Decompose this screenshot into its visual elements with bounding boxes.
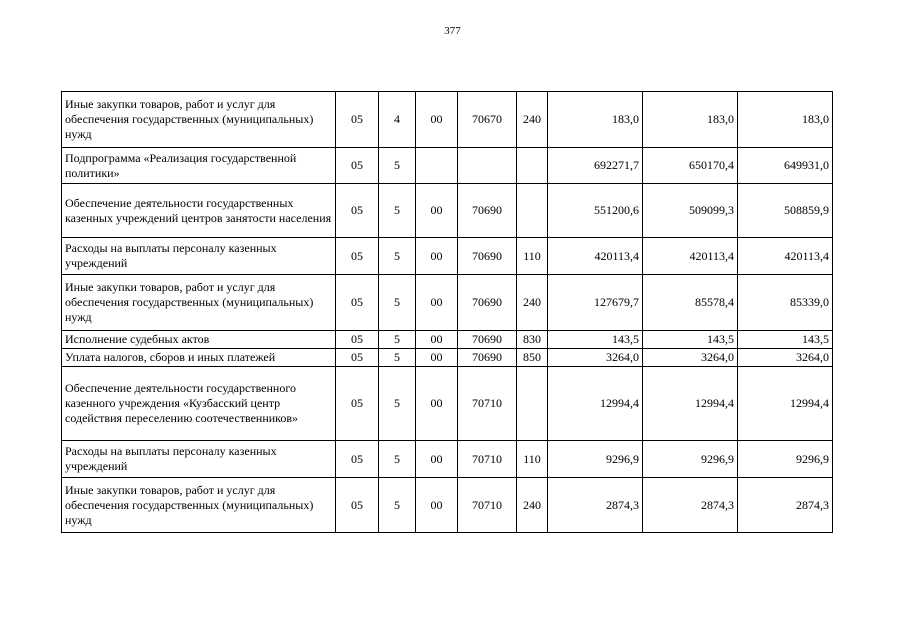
expense-type-cell: 240 bbox=[517, 478, 548, 533]
amount-cell-1: 183,0 bbox=[548, 92, 643, 148]
subsection-cell: 4 bbox=[379, 92, 416, 148]
direction-code-cell: 70690 bbox=[458, 331, 517, 349]
program-code-cell: 00 bbox=[416, 184, 458, 238]
table-row bbox=[62, 331, 833, 349]
expense-type-cell: 830 bbox=[517, 331, 548, 349]
program-code-cell: 00 bbox=[416, 367, 458, 441]
amount-cell-1: 143,5 bbox=[548, 331, 643, 349]
section-cell: 05 bbox=[336, 275, 379, 331]
amount-cell-1: 420113,4 bbox=[548, 238, 643, 275]
expense-type-cell bbox=[517, 184, 548, 238]
row-name-cell: Исполнение судебных актов bbox=[62, 331, 336, 349]
amount-cell-2: 143,5 bbox=[643, 331, 738, 349]
amount-cell-2: 85578,4 bbox=[643, 275, 738, 331]
amount-cell-1: 9296,9 bbox=[548, 441, 643, 478]
amount-cell-2: 509099,3 bbox=[643, 184, 738, 238]
section-cell: 05 bbox=[336, 148, 379, 184]
expense-type-cell bbox=[517, 148, 548, 184]
subsection-cell: 5 bbox=[379, 238, 416, 275]
row-name-cell: Подпрограмма «Реализация государственной политики» bbox=[62, 148, 336, 184]
row-name-cell: Обеспечение деятельности государственных казенных учреждений центров занятости населения bbox=[62, 184, 336, 238]
section-cell: 05 bbox=[336, 184, 379, 238]
subsection-cell: 5 bbox=[379, 275, 416, 331]
section-cell: 05 bbox=[336, 92, 379, 148]
section-cell: 05 bbox=[336, 441, 379, 478]
amount-cell-3: 2874,3 bbox=[738, 478, 833, 533]
amount-cell-1: 2874,3 bbox=[548, 478, 643, 533]
program-code-cell bbox=[416, 148, 458, 184]
table-row bbox=[62, 184, 833, 238]
amount-cell-2: 12994,4 bbox=[643, 367, 738, 441]
amount-cell-3: 3264,0 bbox=[738, 349, 833, 367]
expense-type-cell: 240 bbox=[517, 275, 548, 331]
table-row bbox=[62, 441, 833, 478]
amount-cell-3: 85339,0 bbox=[738, 275, 833, 331]
subsection-cell: 5 bbox=[379, 478, 416, 533]
program-code-cell: 00 bbox=[416, 275, 458, 331]
amount-cell-3: 9296,9 bbox=[738, 441, 833, 478]
subsection-cell: 5 bbox=[379, 441, 416, 478]
subsection-cell: 5 bbox=[379, 331, 416, 349]
row-name-cell: Расходы на выплаты персоналу казенных учреждений bbox=[62, 441, 336, 478]
program-code-cell: 00 bbox=[416, 349, 458, 367]
amount-cell-3: 649931,0 bbox=[738, 148, 833, 184]
amount-cell-2: 420113,4 bbox=[643, 238, 738, 275]
amount-cell-2: 9296,9 bbox=[643, 441, 738, 478]
table-row bbox=[62, 148, 833, 184]
direction-code-cell: 70690 bbox=[458, 275, 517, 331]
expense-type-cell: 110 bbox=[517, 238, 548, 275]
section-cell: 05 bbox=[336, 367, 379, 441]
amount-cell-3: 420113,4 bbox=[738, 238, 833, 275]
amount-cell-2: 3264,0 bbox=[643, 349, 738, 367]
table-row bbox=[62, 478, 833, 533]
expense-type-cell: 850 bbox=[517, 349, 548, 367]
table-row bbox=[62, 238, 833, 275]
subsection-cell: 5 bbox=[379, 349, 416, 367]
amount-cell-1: 692271,7 bbox=[548, 148, 643, 184]
direction-code-cell: 70670 bbox=[458, 92, 517, 148]
section-cell: 05 bbox=[336, 238, 379, 275]
direction-code-cell: 70690 bbox=[458, 238, 517, 275]
direction-code-cell: 70710 bbox=[458, 478, 517, 533]
direction-code-cell: 70690 bbox=[458, 349, 517, 367]
direction-code-cell: 70710 bbox=[458, 367, 517, 441]
amount-cell-2: 650170,4 bbox=[643, 148, 738, 184]
amount-cell-2: 183,0 bbox=[643, 92, 738, 148]
table-row bbox=[62, 367, 833, 441]
row-name-cell: Обеспечение деятельности государственного казенного учреждения «Кузбасский центр содействия переселению соотечественников» bbox=[62, 367, 336, 441]
budget-table bbox=[61, 91, 833, 533]
section-cell: 05 bbox=[336, 331, 379, 349]
direction-code-cell: 70710 bbox=[458, 441, 517, 478]
table-row bbox=[62, 275, 833, 331]
row-name-cell: Уплата налогов, сборов и иных платежей bbox=[62, 349, 336, 367]
amount-cell-3: 143,5 bbox=[738, 331, 833, 349]
amount-cell-1: 127679,7 bbox=[548, 275, 643, 331]
expense-type-cell: 240 bbox=[517, 92, 548, 148]
expense-type-cell bbox=[517, 367, 548, 441]
subsection-cell: 5 bbox=[379, 367, 416, 441]
direction-code-cell: 70690 bbox=[458, 184, 517, 238]
amount-cell-3: 12994,4 bbox=[738, 367, 833, 441]
table-row bbox=[62, 92, 833, 148]
program-code-cell: 00 bbox=[416, 478, 458, 533]
expense-type-cell: 110 bbox=[517, 441, 548, 478]
row-name-cell: Расходы на выплаты персоналу казенных учреждений bbox=[62, 238, 336, 275]
budget-table-body bbox=[62, 92, 833, 533]
program-code-cell: 00 bbox=[416, 331, 458, 349]
program-code-cell: 00 bbox=[416, 92, 458, 148]
table-row bbox=[62, 349, 833, 367]
subsection-cell: 5 bbox=[379, 184, 416, 238]
section-cell: 05 bbox=[336, 478, 379, 533]
direction-code-cell bbox=[458, 148, 517, 184]
amount-cell-3: 183,0 bbox=[738, 92, 833, 148]
amount-cell-3: 508859,9 bbox=[738, 184, 833, 238]
row-name-cell: Иные закупки товаров, работ и услуг для обеспечения государственных (муниципальных) нужд bbox=[62, 275, 336, 331]
program-code-cell: 00 bbox=[416, 441, 458, 478]
amount-cell-2: 2874,3 bbox=[643, 478, 738, 533]
subsection-cell: 5 bbox=[379, 148, 416, 184]
program-code-cell: 00 bbox=[416, 238, 458, 275]
section-cell: 05 bbox=[336, 349, 379, 367]
row-name-cell: Иные закупки товаров, работ и услуг для обеспечения государственных (муниципальных) нужд bbox=[62, 92, 336, 148]
page-number: 377 bbox=[444, 25, 461, 37]
amount-cell-1: 551200,6 bbox=[548, 184, 643, 238]
row-name-cell: Иные закупки товаров, работ и услуг для обеспечения государственных (муниципальных) нужд bbox=[62, 478, 336, 533]
amount-cell-1: 12994,4 bbox=[548, 367, 643, 441]
amount-cell-1: 3264,0 bbox=[548, 349, 643, 367]
